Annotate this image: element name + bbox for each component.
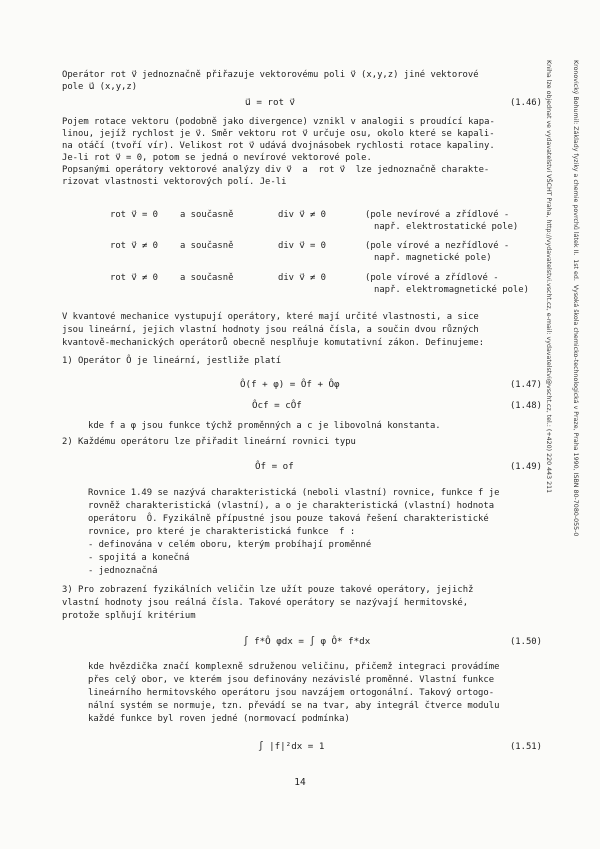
table-cell-desc: (pole vírové a nezřídlové - (365, 241, 510, 251)
list-item: - definována v celém oboru, kterým probíhají proměnné (88, 540, 372, 550)
text-line: protože splňují kritérium (62, 611, 196, 621)
table-cell-desc: např. magnetické pole) (374, 253, 492, 263)
table-cell-rot: rot v⃗ = 0 (110, 210, 158, 220)
text-line: pole u⃗ (x,y,z) (62, 82, 138, 92)
equation-1-48: Ôcf = cÔf (252, 400, 302, 411)
text-line: 2) Každému operátoru lze přiřadit lineární rovnici typu (62, 437, 356, 447)
table-cell-desc: např. elektrostatické pole) (374, 222, 519, 232)
text-line: 3) Pro zobrazení fyzikálních veličin lze užít pouze takové operátory, jejichž (62, 585, 474, 595)
text-line: Je-li rot v⃗ = 0, potom se jedná o nevírové vektorové pole. (62, 153, 372, 163)
text-line: linou, jejíž rychlost je v⃗. Směr vektoru rot v⃗ určuje osu, okolo které se kapali- (62, 129, 495, 139)
text-line: operátoru Ô. Fyzikálně přípustné jsou pouze taková řešení charakteristické (88, 514, 489, 524)
equation-number: (1.50) (509, 637, 542, 647)
table-cell-conj: a současně (180, 241, 234, 251)
text-line: 1) Operátor Ô je lineární, jestliže platí (62, 356, 282, 366)
side-note-line-2: Kniha lze objednat ve vydavatelství VŠCHT Praha, http://vydavatelstvi.vscht.cz, e-mail: vydavatelstvi@vscht.cz, tel.: (+420) 220 443 211 (545, 60, 552, 494)
table-cell-desc: (pole vírové a zřídlové - (365, 273, 499, 283)
equation-1-49: Ôf = of (255, 461, 294, 472)
text-line: přes celý obor, ve kterém jsou definovány nezávislé proměnné. Vlastní funkce (88, 675, 495, 685)
text-line: rizovat vlastnosti vektorových polí. Je-li (62, 177, 287, 187)
text-line: rovněž charakteristická (vlastní), a o je charakteristická (vlastní) hodnota (88, 501, 495, 511)
equation-number: (1.49) (509, 462, 542, 472)
text-line: Popsanými operátory vektorové analýzy div v⃗ a rot v⃗ lze jednoznačně charakte- (62, 165, 490, 175)
text-line: kde f a φ jsou funkce týchž proměnných a c je libovolná konstanta. (88, 421, 441, 431)
equation-1-50: ∫ f*Ô φdx = ∫ φ Ô* f*dx (243, 636, 371, 647)
text-line: lineárního hermitovského operátoru jsou navzájem ortogonální. Takový ortogo- (88, 688, 495, 698)
text-line: rovnice, pro které je charakteristická funkce f : (88, 527, 356, 537)
list-item: - jednoznačná (88, 566, 158, 576)
equation-number: (1.47) (509, 380, 542, 390)
table-cell-desc: (pole nevírové a zřídlové - (365, 210, 510, 220)
equation-1-51: ∫ |f|²dx = 1 (258, 741, 325, 752)
text-line: na otáčí (tvoří vír). Velikost rot v⃗ udává dvojnásobek rychlosti rotace kapaliny. (62, 141, 495, 151)
text-line: V kvantové mechanice vystupují operátory, které mají určité vlastnosti, a sice (62, 312, 479, 322)
text-line: kvantově-mechanických operátorů obecně nesplňuje komutativní zákon. Definujeme: (62, 338, 485, 348)
table-cell-div: div v⃗ = 0 (278, 241, 326, 251)
table-cell-conj: a současně (180, 273, 234, 283)
text-line: Rovnice 1.49 se nazývá charakteristická (neboli vlastní) rovnice, funkce f je (88, 488, 500, 498)
equation-1-46: u⃗ = rot v⃗ (245, 97, 295, 108)
table-cell-conj: a současně (180, 210, 234, 220)
equation-number: (1.51) (509, 742, 542, 752)
text-line: každé funkce byl roven jedné (normovací podmínka) (88, 714, 350, 724)
list-item: - spojitá a konečná (88, 553, 190, 563)
text-line: nální systém se normuje, tzn. převádí se na tvar, aby integrál čtverce modulu (88, 701, 500, 711)
page-number: 14 (294, 777, 306, 788)
table-cell-div: div v⃗ ≠ 0 (278, 273, 326, 283)
equation-number: (1.46) (509, 98, 542, 108)
text-line: jsou lineární, jejich vlastní hodnoty jsou reálná čísla, a součin dvou různých (62, 325, 479, 335)
table-cell-rot: rot v⃗ ≠ 0 (110, 241, 158, 251)
side-note-line-1: Kronovický Bohumil: Základy fyziky a chemie povrchů látek II. 1st ed. Vysoká škola chemicko-technologická v Praze, Praha 1990, ISBN 80-7080-055-0 (572, 60, 579, 537)
table-cell-div: div v⃗ ≠ 0 (278, 210, 326, 220)
table-cell-rot: rot v⃗ ≠ 0 (110, 273, 158, 283)
text-line: kde hvězdička značí komplexně sdruženou veličinu, přičemž integraci provádíme (88, 662, 500, 672)
equation-1-47: Ô(f + φ) = Ôf + Ôφ (240, 379, 340, 390)
text-line: Pojem rotace vektoru (podobně jako divergence) vznikl v analogii s proudící kapa- (62, 117, 495, 127)
text-line: vlastní hodnoty jsou reálná čísla. Takové operátory se nazývají hermitovské, (62, 598, 469, 608)
equation-number: (1.48) (509, 401, 542, 411)
table-cell-desc: např. elektromagnetické pole) (374, 285, 529, 295)
text-line: Operátor rot v⃗ jednoznačně přiřazuje vektorovému poli v⃗ (x,y,z) jiné vektorové (62, 70, 479, 80)
